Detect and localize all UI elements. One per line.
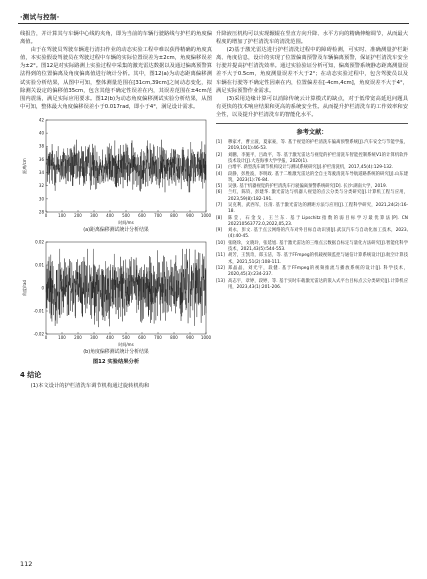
intro-paragraph: 线报告，并计算其与车辆中心线的夹角，即为当前的车辆行驶路线与护栏的角度偏离值。	[20, 31, 212, 46]
y-tick-label: 28	[38, 209, 44, 215]
y-tick-label: 0.01	[35, 262, 44, 268]
x-tick-label: 1000	[200, 212, 212, 218]
x-tick-label: 300	[90, 335, 98, 341]
reference-number: [8]	[216, 215, 223, 221]
reference-number: [2]	[216, 152, 223, 158]
x-tick-label: 700	[154, 212, 162, 218]
x-tick-label: 500	[122, 335, 130, 341]
x-tick-label: 0	[44, 335, 48, 341]
y-tick-label: -0.02	[33, 331, 44, 337]
references-list	[216, 140, 408, 291]
reference-item	[216, 253, 408, 266]
conclusion-paragraph-1: (1)本文设计的护栏清洗车调节机构通过旋转机构和	[30, 382, 150, 389]
reference-item	[216, 153, 408, 166]
reference-item	[216, 241, 408, 254]
reference-text: 刘鹏，李施平，吕政平，等. 基于激光雷达与视觉的护栏清洗车智能控制系统V1的计算机软件技术设计[J].大连海事大学学报，2020(1).	[228, 152, 408, 164]
references-heading: 参考文献：	[296, 129, 328, 137]
x-tick-label: 600	[138, 212, 146, 218]
reference-text: 郑晶晶，刘光宇，段健. 基于FFmpeg的视频推流与播放系统的设计[J]. 科学技术，2020,45(3):234-237.	[228, 265, 408, 278]
reference-item	[216, 172, 408, 185]
reference-number: [6]	[216, 190, 223, 196]
reference-text: 白增平. 新型洗车调节机构设计与测试系统研究[J].护栏清洗机，2017,45(4):129-132.	[228, 165, 394, 171]
reference-text: 吴克利，武西军，汪清. 基于激光雷达的测距方法与应用[J].工程科学研究，2021,24(2):16-18.	[228, 203, 408, 215]
x-tick-label: 400	[106, 335, 114, 341]
y-tick-label: 0.02	[35, 239, 44, 245]
x-tick-label: 400	[106, 212, 114, 218]
reference-text: 穆家才，曹立波，夏家豪，等. 基于视觉的护栏清洗车偏离预警系统[J].汽车安全与节能学报，2019,10(1):46-53.	[228, 140, 408, 152]
x-tick-label: 100	[58, 212, 66, 218]
reference-item	[216, 216, 408, 229]
reference-text: 陈莹，石金戈，王兰东. 基于Lipschitz指数的弱目标学习最优算法[P]. CN 202210563772.0,2022,05,23.	[228, 215, 408, 227]
x-tick-label: 1000	[200, 335, 212, 341]
x-tick-label: 100	[58, 335, 66, 341]
page-number: 112	[20, 560, 33, 568]
reference-item	[216, 190, 408, 203]
header-rule	[18, 23, 409, 24]
y-tick-label: 36	[38, 156, 44, 162]
x-axis-label: 时间/ms	[118, 342, 134, 348]
x-axis-label: 时间/ms	[118, 219, 134, 225]
y-tick-label: 34	[38, 169, 44, 175]
reference-number: [13]	[216, 278, 225, 284]
conclusion-paragraph-3: (3)采用边缘计算可以消除传统云计算模式的缺点，对于低带宽高延迟问题具有更快的技术响应结果和更高的系统安全性。从而提升护栏清洗车的工作效率和安全性，以及提升护栏清洗车的智能化水平。	[216, 95, 408, 118]
reference-number: [7]	[216, 203, 223, 208]
conclusion-paragraph-1-cont: 升降液压机构可以实现辗辊在竖直方向升降、水平方向的精确伸缩调节，从而最大程度的增加了护栏清洗车的清洗范围。	[216, 31, 408, 46]
distance-chart	[20, 114, 212, 226]
figure-a	[20, 114, 212, 234]
reference-text: 段静，彭胜波，李明政. 基于二维激光雷达的全自主驾驶清洗车导航道路系统的研究[J].山东建筑，2023(1):76-84.	[228, 171, 408, 183]
reference-number: [10]	[216, 240, 225, 246]
x-tick-label: 800	[170, 212, 178, 218]
section-4-heading: 4 结论	[20, 370, 42, 379]
reference-item	[216, 228, 408, 241]
reference-number: [5]	[216, 184, 223, 190]
y-tick-label: -0.01	[33, 308, 44, 314]
figure-b	[20, 236, 212, 356]
reference-text: 兰红，陈钧，彭建华. 激光雷达与机器人视觉的点云分类与分类研究[J].计算机工程与应用，2023,59(8):182-191.	[228, 190, 408, 202]
y-tick-label: 0	[41, 285, 44, 291]
y-tick-label: 32	[38, 183, 44, 189]
x-tick-label: 800	[170, 335, 178, 341]
figure-b-caption: (b)角度偏移测试统计分析结果	[83, 349, 149, 356]
x-tick-label: 500	[122, 212, 130, 218]
figure-a-caption: (a)距离偏移测试统计分析结果	[83, 226, 149, 233]
x-tick-label: 200	[74, 335, 82, 341]
reference-text: 刘永，彭文. 基于点云网络的汽车对外目标自动识别[J].武汉汽车与自动化加工技术，2023,(4):40-45.	[228, 228, 408, 240]
reference-item	[216, 266, 408, 279]
reference-item	[216, 203, 408, 216]
reference-text: 张晓珍，文晓玲，张延旭. 基于激光雷达的三维点云数据自标定与量化方法研究[J].智能化科学技术，2021,43(5):544-553.	[228, 240, 408, 253]
reference-text: 吴强. 基于机器视觉的护栏清洗车行驶偏离预警系统研究[D]. 长沙:湖南大学，2019.	[228, 184, 388, 190]
reference-number: [3]	[216, 165, 223, 171]
left-column	[20, 30, 212, 390]
x-tick-label: 900	[186, 335, 194, 341]
right-column	[216, 30, 408, 291]
y-tick-label: 30	[38, 196, 44, 202]
reference-item	[216, 279, 408, 292]
y-axis-label: 角度/rad	[22, 280, 27, 297]
body-paragraph: 由于在驾驶员驾驶车辆进行清扫作业的动态实验工程中难以获得精确的角度真值，本实验假设驾驶员在驾驶过程中车辆的实际位置误差为±2cm，角度偏移误差为±2°。图12是对实际路测上实验过程中采集的激光雷达数据以及通过偏离预警算法得到的位置偏离及角度偏离值进行统计分析。其中，图12(a)为动态距离偏移测试实验分析结果，从图中可知，整体测量范围在[31cm,39cm]之间动态变化，拟除测关设定的偏移值35cm，包含其他不确定性误差在内，其误差范围在±4cm范围内震荡，满足实际应用要求。图12(b)为动态角度偏移测试实验分析结果，从图中可知，整体最大角度偏移误差小于0.017rad，即小于4°，满足设计需求。	[20, 47, 212, 110]
reference-text: 高志宇，章婷，段婷，等. 基于实时车载激光雷达的嵌入式平台目标点云分类研究[J].计算机应用，2023,43(1):201-206.	[228, 278, 408, 290]
y-axis-label: 距离/cm	[22, 158, 27, 174]
figure-title: 图12 实验结果分析	[92, 358, 140, 365]
angle-chart	[20, 236, 212, 348]
reference-number: [1]	[216, 140, 223, 146]
y-tick-label: 40	[38, 130, 44, 136]
reference-number: [4]	[216, 171, 223, 177]
reference-number: [11]	[216, 253, 225, 259]
x-tick-label: 200	[74, 212, 82, 218]
y-tick-label: 42	[38, 117, 44, 123]
reference-item	[216, 140, 408, 153]
x-tick-label: 0	[44, 212, 48, 218]
references-divider	[216, 123, 408, 124]
reference-number: [9]	[216, 228, 223, 234]
conclusion-paragraph-2: (2)基于激光雷达进行护栏清洗过程中的障碍检测，可实时、准确测量护栏距离、角度信息，设计的实现了位置偏离预警及车辆偏离预警，保证护栏清洗车安全行驶并提高护栏清洗效率。通过实验验证分析可知，偏离预警系统静态距离测量误差不大于0.5cm，角度测量误差不大于2°；在动态实验过程中，包含驾驶员以及车辆在行驶等不确定性因素在内，位置偏差在[-4cm,4cm]，角度误差不大于4°，满足实际预警作业需求。	[216, 47, 408, 94]
x-tick-label: 300	[90, 212, 98, 218]
reference-text: 胡芳，王凯奇，郑玉洁，等. 基于FFmpeg的机载视频监控与通信计算系统设计[J].航空计算技术，2021,51(2):108-111.	[228, 253, 408, 265]
y-tick-label: 38	[38, 143, 44, 149]
x-tick-label: 600	[138, 335, 146, 341]
x-tick-label: 900	[186, 212, 194, 218]
section-label: ·测试与控制·	[20, 13, 60, 21]
reference-number: [12]	[216, 265, 225, 271]
x-tick-label: 700	[154, 335, 162, 341]
